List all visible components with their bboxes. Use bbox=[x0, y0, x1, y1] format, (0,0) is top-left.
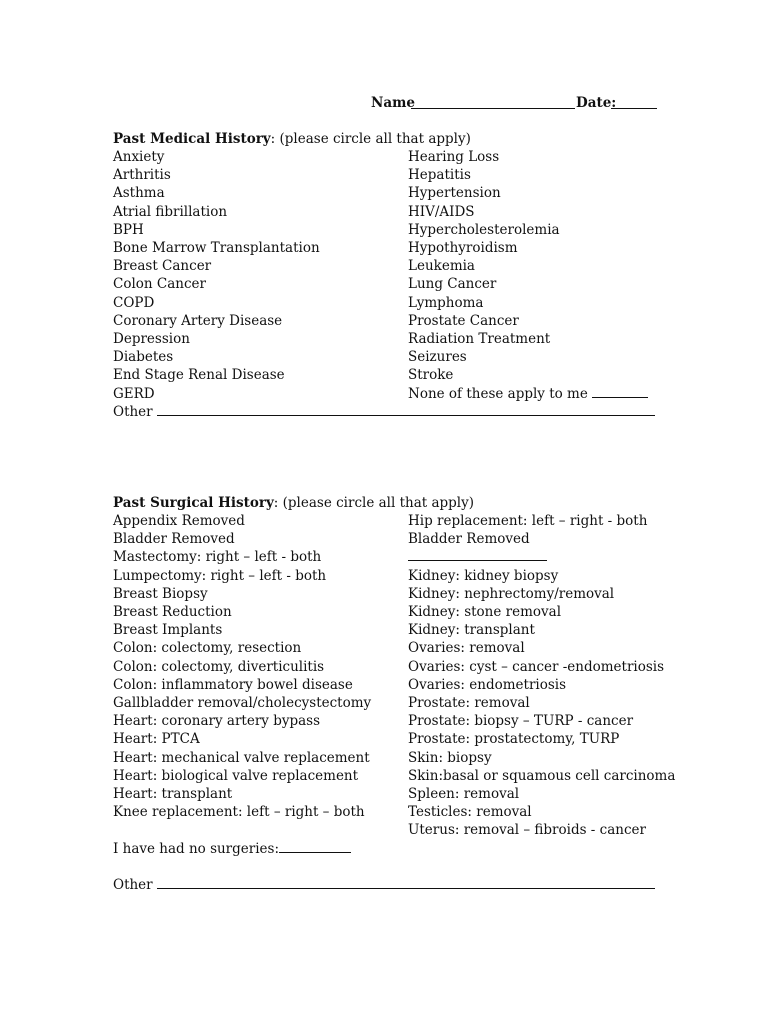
surgical-item[interactable]: Skin:basal or squamous cell carcinoma bbox=[408, 767, 676, 784]
medical-item[interactable]: Hypertension bbox=[408, 185, 501, 202]
medical-item[interactable]: HIV/AIDS bbox=[408, 203, 475, 220]
surgical-item[interactable]: Heart: biological valve replacement bbox=[113, 767, 359, 784]
medical-item[interactable]: Hearing Loss bbox=[408, 149, 500, 165]
surgical-item[interactable]: Heart: coronary artery bypass bbox=[113, 713, 321, 730]
medical-none-field[interactable] bbox=[592, 385, 648, 398]
surgical-left-column bbox=[113, 512, 371, 821]
date-field[interactable] bbox=[611, 96, 657, 109]
medical-left-column bbox=[113, 148, 320, 403]
surgical-item[interactable]: Kidney: nephrectomy/removal bbox=[408, 585, 615, 602]
surgical-item[interactable]: Lumpectomy: right – left - both bbox=[113, 567, 327, 584]
surgical-item[interactable]: Breast Implants bbox=[113, 622, 223, 639]
medical-item[interactable]: Colon Cancer bbox=[113, 276, 206, 293]
surgical-item[interactable]: Breast Biopsy bbox=[113, 585, 208, 602]
medical-none-row bbox=[408, 385, 648, 403]
medical-other-row bbox=[113, 403, 655, 421]
medical-item[interactable]: Atrial fibrillation bbox=[113, 203, 228, 220]
surgical-item[interactable]: Bladder Removed bbox=[408, 531, 530, 548]
medical-item[interactable]: Prostate Cancer bbox=[408, 312, 519, 329]
no-surgeries-field[interactable] bbox=[279, 840, 351, 853]
surgical-item[interactable]: Ovaries: endometriosis bbox=[408, 676, 567, 693]
surgical-blank-row bbox=[408, 548, 675, 566]
surgical-item[interactable]: Mastectomy: right – left - both bbox=[113, 549, 322, 566]
surgical-item[interactable]: Skin: biopsy bbox=[408, 749, 492, 766]
surgical-item[interactable]: Heart: transplant bbox=[113, 786, 233, 803]
surgical-item[interactable]: Breast Reduction bbox=[113, 604, 232, 621]
medical-item[interactable]: BPH bbox=[113, 221, 144, 238]
no-surgeries-row bbox=[113, 840, 351, 858]
medical-item[interactable]: Arthritis bbox=[113, 167, 171, 184]
surgical-item[interactable]: Testicles: removal bbox=[408, 804, 532, 821]
medical-history-title: Past Medical History bbox=[113, 131, 271, 147]
surgical-item[interactable]: Kidney: kidney biopsy bbox=[408, 567, 559, 584]
surgical-item[interactable]: Prostate: prostatectomy, TURP bbox=[408, 731, 620, 748]
surgical-history-instruction: : (please circle all that apply) bbox=[273, 495, 475, 511]
surgical-item[interactable]: Kidney: transplant bbox=[408, 622, 535, 639]
medical-item[interactable]: Stroke bbox=[408, 367, 454, 384]
medical-item[interactable]: Lung Cancer bbox=[408, 276, 497, 293]
medical-history-instruction: : (please circle all that apply) bbox=[270, 131, 471, 147]
surgical-item[interactable]: Prostate: removal bbox=[408, 695, 530, 712]
medical-item[interactable]: Asthma bbox=[113, 185, 165, 202]
medical-item[interactable]: Coronary Artery Disease bbox=[113, 312, 283, 329]
surgical-other-field[interactable] bbox=[157, 876, 655, 889]
medical-item[interactable]: Breast Cancer bbox=[113, 258, 212, 275]
medical-item[interactable]: Bone Marrow Transplantation bbox=[113, 240, 320, 257]
surgical-item[interactable]: Gallbladder removal/cholecystectomy bbox=[113, 695, 372, 712]
surgical-history-heading bbox=[113, 494, 474, 512]
surgical-other-row bbox=[113, 876, 655, 894]
medical-item[interactable]: Hypothyroidism bbox=[408, 240, 518, 257]
medical-item[interactable]: Hepatitis bbox=[408, 167, 471, 184]
no-surgeries-label: I have had no surgeries: bbox=[113, 841, 280, 857]
surgical-item[interactable]: Uterus: removal – fibroids - cancer bbox=[408, 822, 646, 839]
surgical-item[interactable]: Colon: inflammatory bowel disease bbox=[113, 676, 353, 693]
date-label: Date: bbox=[576, 95, 617, 111]
surgical-item[interactable]: Colon: colectomy, resection bbox=[113, 640, 302, 657]
surgical-item[interactable]: Kidney: stone removal bbox=[408, 604, 562, 620]
medical-history-heading bbox=[113, 130, 471, 148]
medical-item[interactable]: Diabetes bbox=[113, 349, 174, 366]
surgical-item[interactable]: Ovaries: removal bbox=[408, 640, 525, 657]
name-field[interactable] bbox=[411, 96, 575, 109]
medical-none-label: None of these apply to me bbox=[408, 385, 588, 402]
surgical-history-title: Past Surgical History bbox=[113, 495, 274, 511]
surgical-item[interactable]: Ovaries: cyst – cancer -endometriosis bbox=[408, 658, 665, 675]
name-label: Name bbox=[371, 95, 415, 111]
surgical-item[interactable]: Prostate: biopsy – TURP - cancer bbox=[408, 713, 634, 730]
surgical-item[interactable]: Appendix Removed bbox=[113, 513, 245, 529]
surgical-item[interactable]: Heart: PTCA bbox=[113, 731, 200, 748]
medical-item[interactable]: Leukemia bbox=[408, 258, 475, 275]
surgical-other-label: Other bbox=[113, 877, 153, 893]
medical-other-label: Other bbox=[113, 404, 153, 420]
medical-item[interactable]: Lymphoma bbox=[408, 294, 484, 311]
medical-item[interactable]: Anxiety bbox=[113, 149, 165, 165]
surgical-item[interactable]: Spleen: removal bbox=[408, 786, 520, 803]
medical-item[interactable]: End Stage Renal Disease bbox=[113, 367, 285, 384]
surgical-item[interactable]: Knee replacement: left – right – both bbox=[113, 804, 365, 821]
surgical-blank-field[interactable] bbox=[408, 548, 547, 561]
medical-item[interactable]: Radiation Treatment bbox=[408, 331, 551, 348]
medical-item[interactable]: Depression bbox=[113, 331, 190, 348]
medical-other-field[interactable] bbox=[157, 403, 655, 416]
surgical-item[interactable]: Hip replacement: left – right - both bbox=[408, 513, 648, 529]
surgical-item[interactable]: Bladder Removed bbox=[113, 531, 235, 548]
medical-right-column bbox=[408, 148, 648, 403]
surgical-item[interactable]: Heart: mechanical valve replacement bbox=[113, 749, 370, 766]
surgical-right-column bbox=[408, 512, 675, 840]
medical-item[interactable]: COPD bbox=[113, 294, 155, 311]
surgical-item[interactable]: Colon: colectomy, diverticulitis bbox=[113, 658, 325, 675]
medical-item[interactable]: Seizures bbox=[408, 349, 467, 366]
medical-item[interactable]: Hypercholesterolemia bbox=[408, 221, 560, 238]
medical-item[interactable]: GERD bbox=[113, 385, 155, 402]
